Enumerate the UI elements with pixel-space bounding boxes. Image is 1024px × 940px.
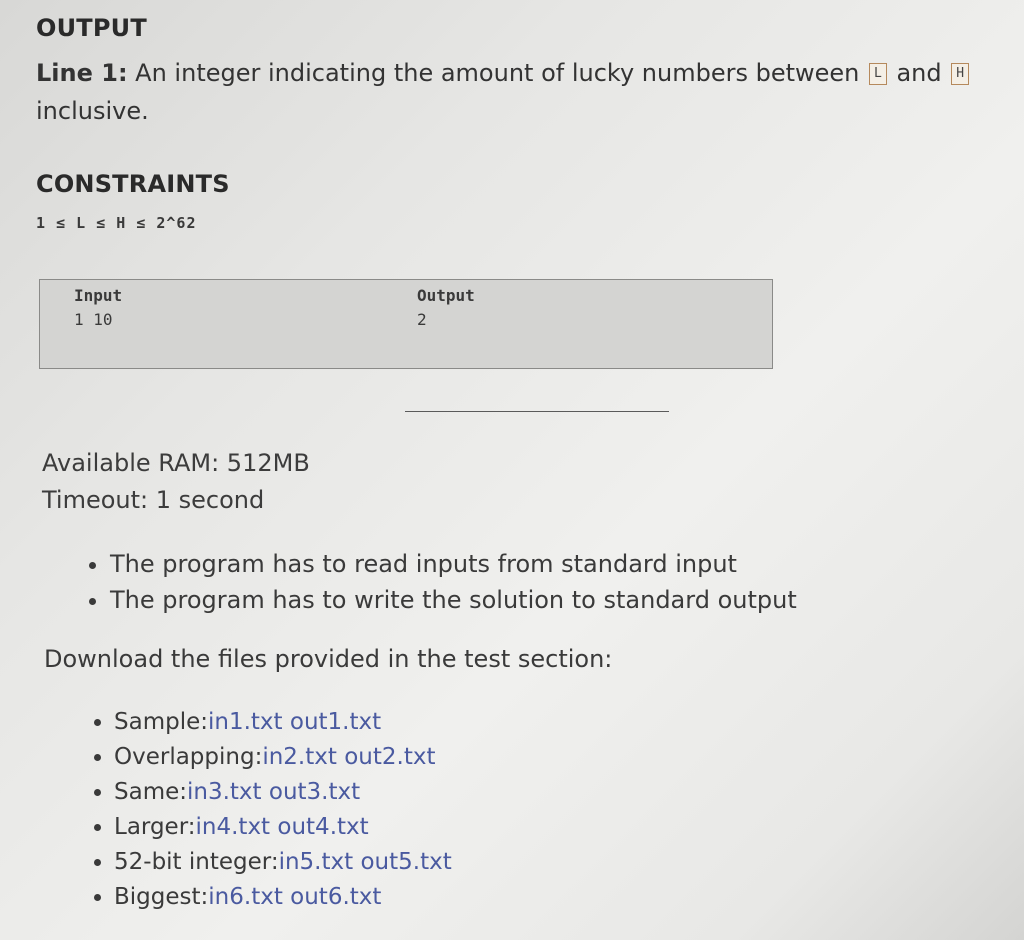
- file-label: 52-bit integer:: [114, 849, 279, 875]
- requirements-list: [56, 546, 797, 618]
- file-label: Sample:: [114, 709, 208, 735]
- file-item-overlapping: [114, 740, 452, 775]
- file-link-out[interactable]: out1.txt: [289, 709, 382, 735]
- file-label: Larger:: [114, 814, 196, 840]
- file-link-out[interactable]: out2.txt: [344, 744, 436, 770]
- sample-output-value: 2: [417, 310, 427, 329]
- file-item-52bit: [114, 845, 452, 880]
- sample-io-box: [39, 279, 773, 369]
- constraints-heading: CONSTRAINTS: [36, 170, 230, 198]
- sample-input-value: 1 10: [74, 310, 113, 329]
- file-link-in[interactable]: in6.txt: [208, 884, 283, 910]
- download-instructions: Download the files provided in the test section:: [44, 645, 613, 673]
- file-link-in[interactable]: in5.txt: [278, 849, 354, 875]
- file-link-out[interactable]: out3.txt: [268, 779, 361, 805]
- sample-input-column: [74, 284, 122, 332]
- section-divider: [405, 411, 669, 412]
- file-label: Biggest:: [114, 884, 209, 910]
- list-item: • The program has to read inputs from standard input: [110, 546, 797, 582]
- output-tail-text: inclusive.: [36, 97, 149, 125]
- available-ram: Available RAM: 512MB: [42, 449, 310, 477]
- file-link-out[interactable]: out6.txt: [290, 884, 382, 910]
- sample-output-column: [417, 284, 475, 332]
- file-item-same: [114, 775, 452, 810]
- file-label: Overlapping:: [114, 744, 263, 770]
- output-line-text: An integer indicating the amount of lucky numbers between: [127, 59, 867, 87]
- file-item-biggest: [114, 880, 452, 915]
- output-description: [36, 54, 986, 130]
- sample-input-header: Input: [74, 286, 123, 305]
- file-item-larger: [114, 810, 452, 845]
- file-link-out[interactable]: out5.txt: [360, 849, 452, 875]
- file-label: Same:: [114, 779, 187, 805]
- sample-output-header: Output: [417, 286, 475, 305]
- output-heading: OUTPUT: [36, 14, 147, 42]
- file-link-in[interactable]: in1.txt: [208, 709, 283, 735]
- code-h: H: [951, 63, 969, 85]
- output-line-label: Line 1:: [36, 59, 128, 87]
- file-link-in[interactable]: in4.txt: [195, 814, 271, 840]
- file-link-in[interactable]: in3.txt: [187, 779, 262, 805]
- file-link-out[interactable]: out4.txt: [277, 814, 369, 840]
- timeout: Timeout: 1 second: [42, 486, 265, 514]
- output-and-text: and: [888, 59, 950, 87]
- constraint-text: 1 ≤ L ≤ H ≤ 2^62: [36, 214, 197, 232]
- test-files-list: [60, 705, 452, 915]
- list-item: • The program has to write the solution to standard output: [110, 582, 797, 618]
- code-l: L: [869, 63, 887, 85]
- file-item-sample: [114, 705, 452, 740]
- file-link-in[interactable]: in2.txt: [262, 744, 337, 770]
